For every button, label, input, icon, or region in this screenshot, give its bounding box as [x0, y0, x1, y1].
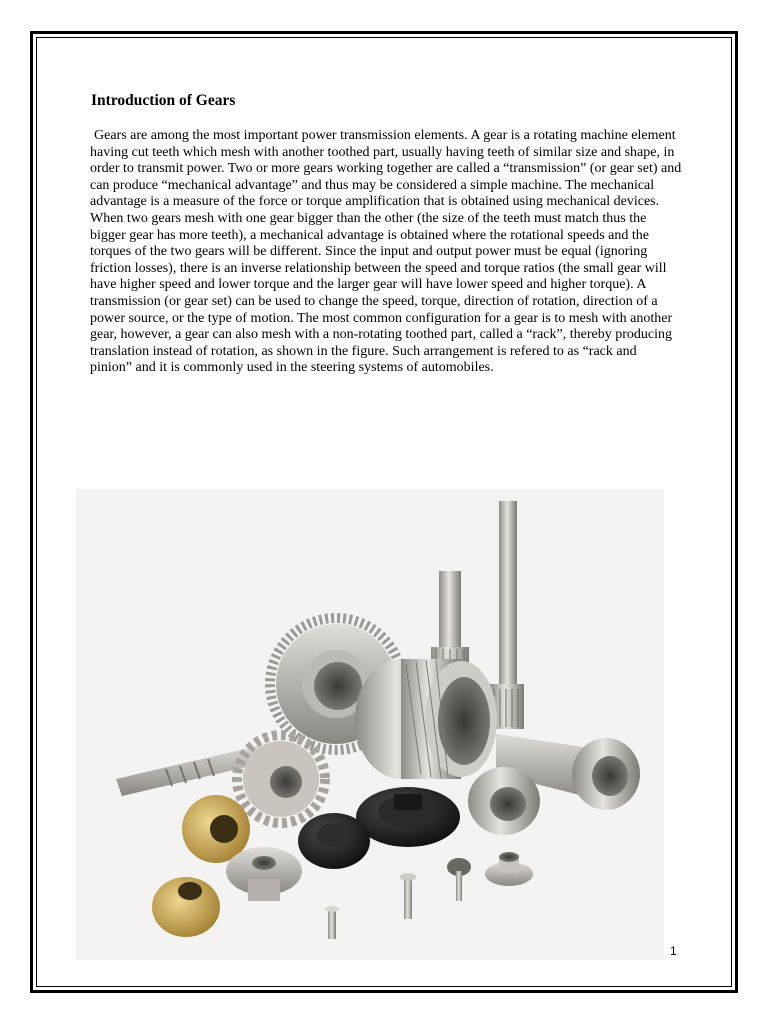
black-bevel-gear-small	[298, 813, 370, 869]
flanged-bushing	[485, 852, 533, 886]
steel-bevel-gear	[226, 847, 302, 901]
intro-paragraph: Gears are among the most important power transmission elements. A gear is a rotating machine element having cut teeth which mesh with another toothed part, usually having teeth of similar size and shape, in order to transmit power. Two or more gears working together are called a “transmission” (or gear set) and can produce “mechanical advantage” and thus may be considered a simple machine. The mechanical advantage is a measure of the force or torque amplification that is obtained using mechanical devices. When two gears mesh with one gear bigger than the other (the size of the teeth must match thus the bigger gear has more teeth), a mechanical advantage is obtained where the rotational speeds and the torques of the two gears will be different. Since the input and output power must be equal (ignoring friction losses), there is an inverse relationship between the speed and torque ratios (the small gear will have higher speed and lower torque and the larger gear will have lower speed and higher torque). A transmission (or gear set) can be used to change the speed, torque, direction of rotation, direction of a power source, or the type of motion. The most common configuration for a gear is to mesh with another gear, however, a gear can also mesh with a non-rotating toothed part, called a “rack”, thereby producing translation instead of rotation, as shown in the figure. Such arrangement is refered to as “rack and pinion” and it is commonly used in the steering systems of automobiles.	[90, 128, 682, 376]
small-pin-center	[400, 873, 416, 919]
helical-cylinder-gear	[355, 659, 497, 779]
tiny-bevel-pinion	[447, 858, 471, 901]
black-bevel-gear-large	[356, 787, 460, 847]
tall-shaft	[490, 501, 524, 729]
gears-photo	[76, 489, 664, 960]
section-heading: Introduction of Gears	[91, 92, 236, 109]
small-pin-left	[325, 906, 339, 939]
page-number: 1	[670, 944, 677, 958]
brass-gear-bottom	[152, 877, 220, 937]
small-helical-gear	[468, 767, 540, 835]
